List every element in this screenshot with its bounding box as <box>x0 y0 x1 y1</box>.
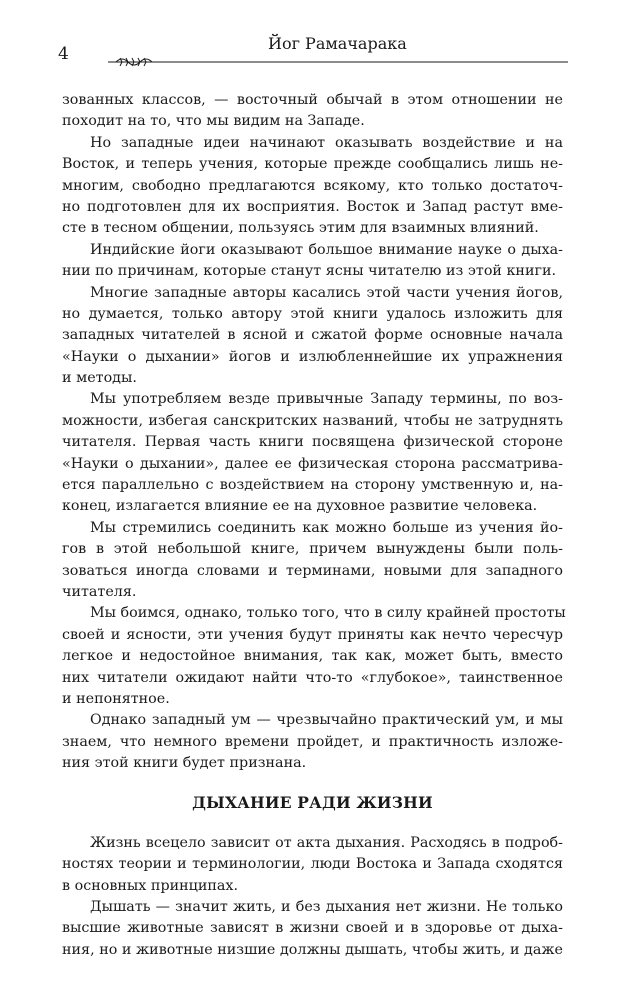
text-line: Жизнь всецело зависит от акта дыхания. Расходясь в подроб- <box>90 834 563 851</box>
text-line: конец, излагается влияние ее на духовное развитие человека. <box>62 498 538 515</box>
text-line: сте в тесном общении, пользуясь этим для взаимных влияний. <box>62 220 539 237</box>
text-line: Мы употребляем везде привычные Западу термины, по воз- <box>90 391 563 408</box>
text-line: «Науки о дыхании», далее ее физическая сторона рассматрива- <box>62 455 563 472</box>
running-title: Йог Рамачарака <box>268 34 407 53</box>
text-line: высшие животные зависят в жизни своей и в здоровье от дыха- <box>62 920 563 937</box>
text-line: многим, свободно предлагаются всякому, кто только достаточ- <box>62 177 563 194</box>
text-line: ния этой книги будет признана. <box>62 755 307 772</box>
text-line: нии по причинам, которые станут ясны читателю из этой книги. <box>62 263 557 280</box>
text-line: в основных принципах. <box>62 877 239 894</box>
text-line: Индийские йоги оказывают большое внимание науке о дыха- <box>90 241 563 258</box>
text-line: западных читателей в ясной и сжатой форме основные начала <box>62 327 563 344</box>
text-line: и методы. <box>62 370 137 387</box>
text-line: ния, но и животные низшие должны дышать, чтобы жить, и даже <box>62 941 563 958</box>
page-body-text <box>62 90 566 961</box>
text-line: знаем, что немного времени пройдет, и практичность изложе- <box>62 733 563 750</box>
text-line: Мы боимся, однако, только того, что в силу крайней простоты <box>90 605 566 622</box>
text-line: ностях теории и терминологии, люди Востока и Запада сходятся <box>62 856 563 873</box>
page-header <box>0 0 625 80</box>
text-line: гов в этой небольшой книге, причем вынуждены были поль- <box>62 541 563 558</box>
text-line: «Науки о дыхании» йогов и излюбленнейшие их упражнения <box>62 348 563 365</box>
text-line: зоваться иногда словами и терминами, новыми для западного <box>62 562 563 579</box>
text-line: них читатели ожидают найти что-то «глубокое», таинственное <box>62 669 563 686</box>
text-line: можности, избегая санскритских названий, чтобы не затруднять <box>62 412 563 429</box>
text-line: Восток, и теперь учения, которые прежде сообщались лишь не- <box>62 156 563 173</box>
text-block-section <box>62 833 563 961</box>
text-line: Дышать — значит жить, и без дыхания нет жизни. Не только <box>90 899 563 916</box>
text-line: Мы стремились соединить как можно больше из учения йо- <box>90 519 563 536</box>
text-line: читателя. Первая часть книги посвящена физической стороне <box>62 434 563 451</box>
text-line: читателя. <box>62 583 137 600</box>
text-line: Многие западные авторы касались этой части учения йогов, <box>90 284 563 301</box>
text-line: ется параллельно с воздействием на сторону умственную и, на- <box>62 477 563 494</box>
text-line: но думается, только автору этой книги удалось изложить для <box>62 305 563 322</box>
text-line: легкое и недостойное внимания, так как, может быть, вместо <box>62 648 563 665</box>
text-line: походит на то, что мы видим на Западе. <box>62 113 365 130</box>
text-line: Однако западный ум — чрезвычайно практический ум, и мы <box>90 712 563 729</box>
header-ornament-rule <box>108 55 568 69</box>
section-heading: ДЫХАНИЕ РАДИ ЖИЗНИ <box>192 792 433 812</box>
text-line: Но западные идеи начинают оказывать воздействие и на <box>90 134 563 151</box>
text-line: но подготовлен для их восприятия. Восток и Запад растут вме- <box>62 198 563 215</box>
text-line: и непонятное. <box>62 690 170 707</box>
text-line: зованных классов, — восточный обычай в этом отношении не <box>62 92 563 108</box>
text-line: своей и ясности, эти учения будут приняты как нечто чересчур <box>62 626 563 643</box>
page-number: 4 <box>58 44 69 64</box>
text-block-intro <box>62 90 566 775</box>
